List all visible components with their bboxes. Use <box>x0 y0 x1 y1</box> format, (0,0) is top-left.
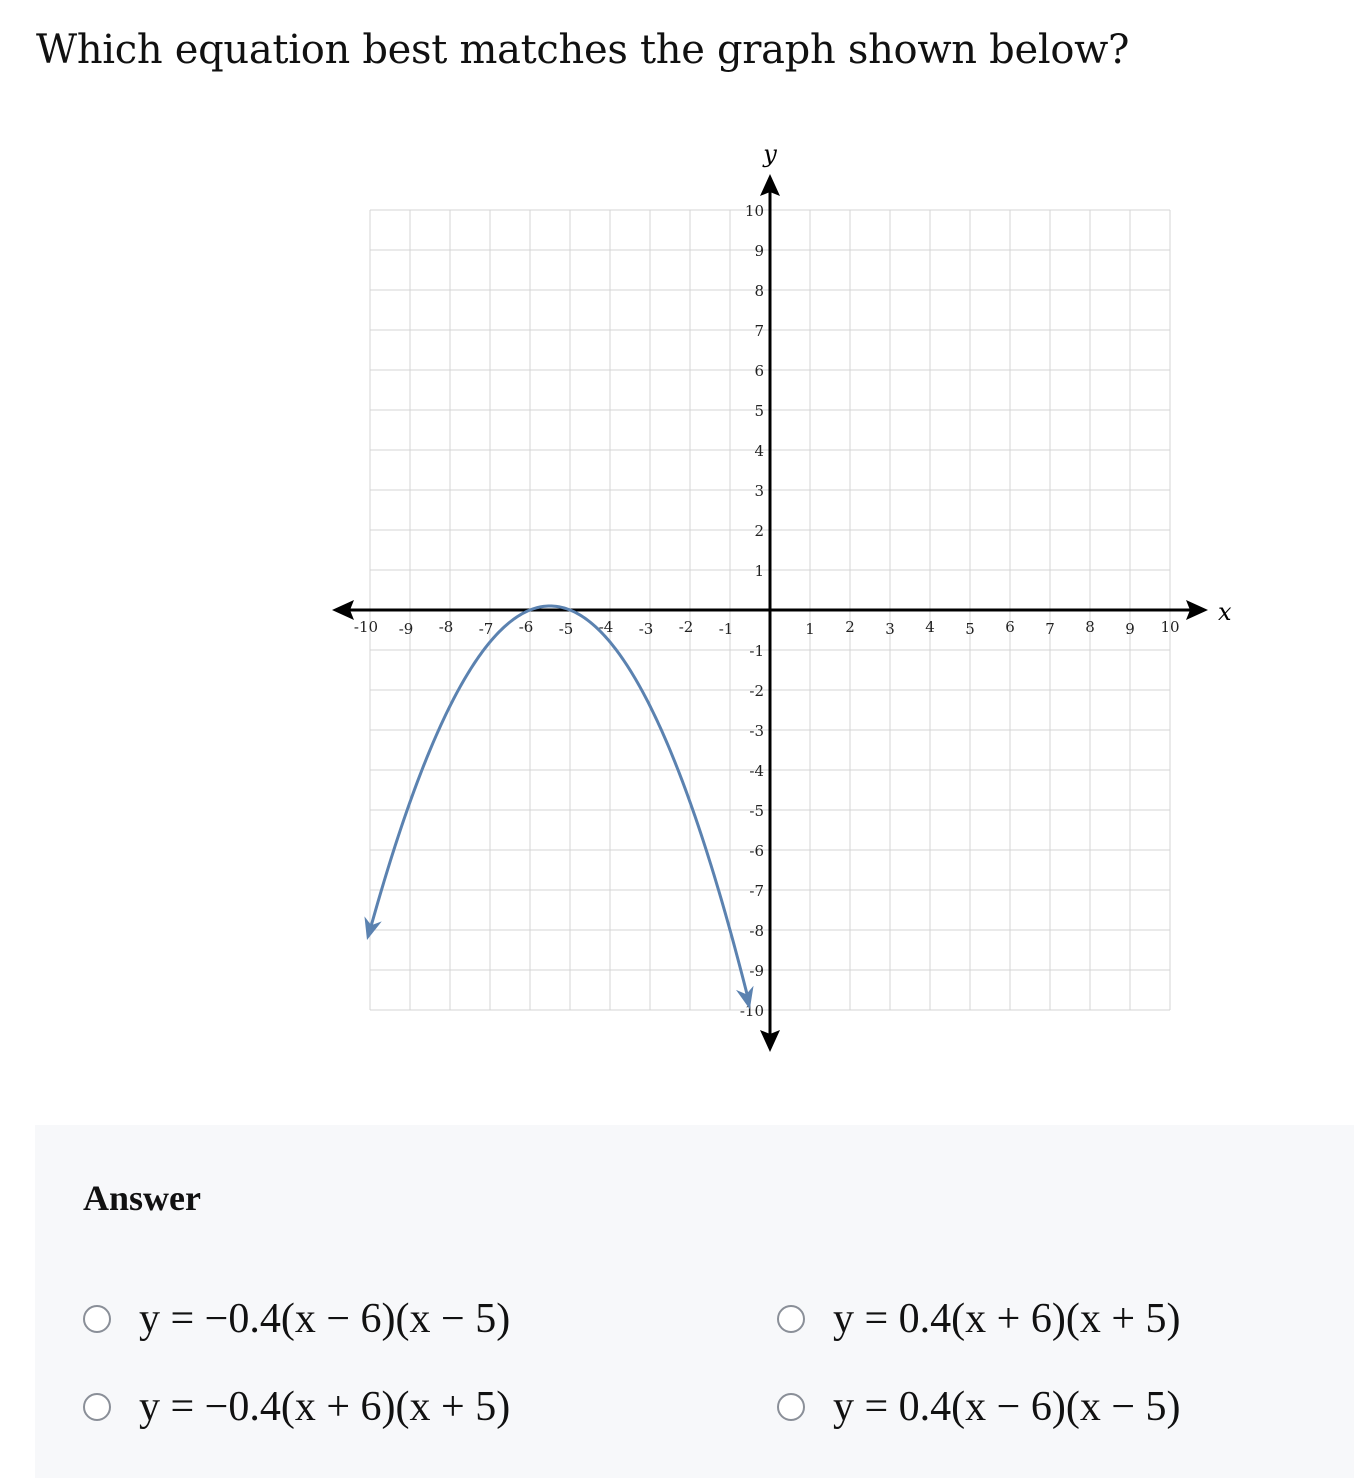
y-tick-label: -6 <box>749 842 764 860</box>
y-tick-label: -9 <box>749 962 764 980</box>
x-tick-label: 8 <box>1085 618 1095 636</box>
x-tick-label: -10 <box>353 618 379 636</box>
x-tick-label: 6 <box>1005 618 1015 636</box>
axes <box>332 140 1232 1052</box>
x-tick-label: -6 <box>518 618 534 636</box>
x-tick-label: 4 <box>925 618 935 636</box>
option-2-label: y = 0.4(x + 6)(x + 5) <box>833 1296 1181 1342</box>
x-tick-label: -9 <box>398 620 414 638</box>
option-4[interactable] <box>777 1383 1181 1431</box>
radio-button[interactable] <box>777 1393 805 1421</box>
parabola-path <box>370 606 749 1001</box>
y-tick-label: -10 <box>739 1002 764 1020</box>
x-tick-label: -8 <box>438 618 454 636</box>
y-tick-label: -4 <box>749 762 764 780</box>
radio-button[interactable] <box>777 1305 805 1333</box>
option-1[interactable] <box>83 1295 510 1343</box>
x-tick-label: -5 <box>558 620 574 638</box>
graph <box>0 130 1354 1070</box>
answer-panel <box>35 1125 1354 1478</box>
y-tick-label: 10 <box>744 202 764 220</box>
y-tick-label: 9 <box>754 242 764 260</box>
y-tick-label: 2 <box>754 522 764 540</box>
y-tick-label: 3 <box>754 482 764 500</box>
x-tick-label: -2 <box>678 618 694 636</box>
option-4-label: y = 0.4(x − 6)(x − 5) <box>833 1384 1181 1430</box>
x-tick-label: -3 <box>638 620 654 638</box>
y-tick-label: -1 <box>749 642 764 660</box>
x-axis-label: x <box>1218 598 1232 626</box>
y-axis-label: y <box>763 140 777 168</box>
x-tick-label: -4 <box>598 618 614 636</box>
y-tick-label: 1 <box>754 562 764 580</box>
radio-button[interactable] <box>83 1305 111 1333</box>
option-1-label: y = −0.4(x − 6)(x − 5) <box>139 1296 511 1342</box>
y-tick-label: 5 <box>754 402 764 420</box>
y-tick-label: 4 <box>754 442 764 460</box>
y-tick-label: 7 <box>754 322 764 340</box>
y-tick-label: -2 <box>749 682 764 700</box>
x-tick-label: -7 <box>478 620 494 638</box>
option-2[interactable] <box>777 1295 1181 1343</box>
y-tick-label: 8 <box>754 282 764 300</box>
y-tick-label: -7 <box>749 882 764 900</box>
x-tick-label: 1 <box>805 620 815 638</box>
x-tick-label: 5 <box>965 620 975 638</box>
x-tick-label: 9 <box>1125 620 1135 638</box>
y-tick-label: -8 <box>749 922 764 940</box>
radio-button[interactable] <box>83 1393 111 1421</box>
option-3[interactable] <box>83 1383 510 1431</box>
question-text: Which equation best matches the graph shown below? <box>36 27 1130 73</box>
parabola-curve <box>364 606 753 1009</box>
y-tick-label: 6 <box>754 362 764 380</box>
x-tick-label: 7 <box>1045 620 1055 638</box>
answer-heading: Answer <box>83 1178 201 1218</box>
y-tick-label: -3 <box>749 722 764 740</box>
x-tick-label: 10 <box>1160 618 1180 636</box>
coordinate-plane <box>0 130 1354 1070</box>
y-tick-label: -5 <box>749 802 764 820</box>
x-tick-label: 2 <box>845 618 855 636</box>
x-tick-label: -1 <box>718 620 734 638</box>
x-tick-label: 3 <box>885 620 895 638</box>
option-3-label: y = −0.4(x + 6)(x + 5) <box>139 1384 511 1430</box>
